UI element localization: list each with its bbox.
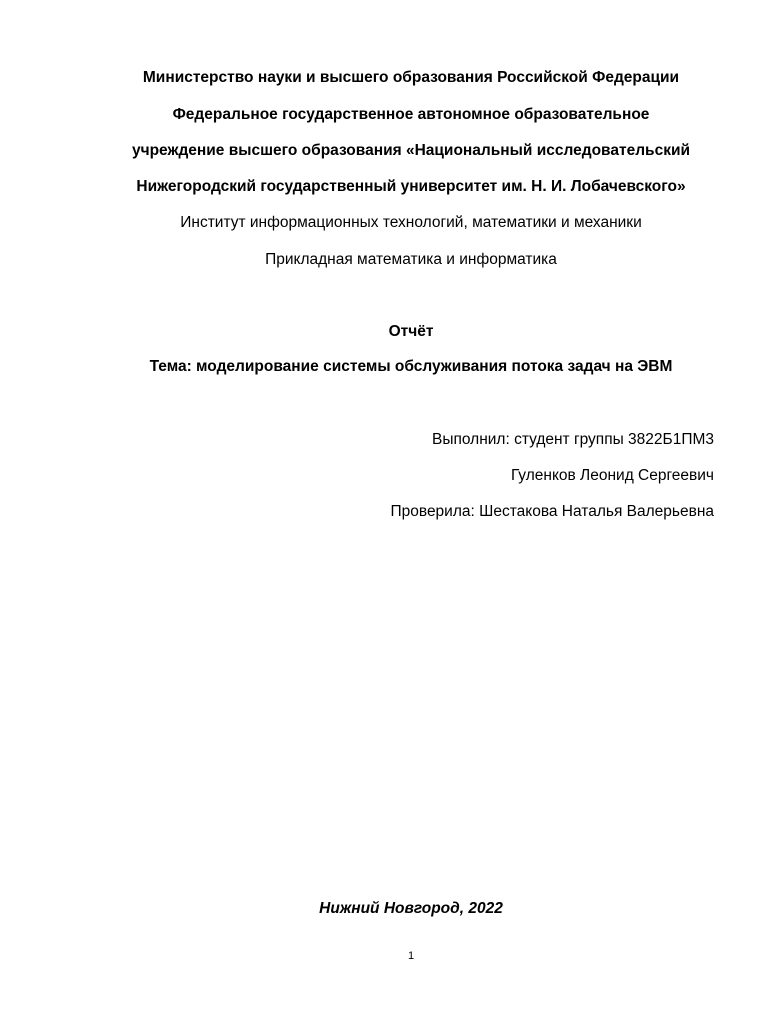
report-title: Отчёт [388, 323, 434, 340]
department-name: Прикладная математика и информатика [265, 251, 557, 268]
checked-by: Проверила: Шестакова Наталья Валерьевна [390, 503, 714, 520]
institution-line-1: Федеральное государственное автономное образовательное [172, 106, 650, 123]
student-name: Гуленков Леонид Сергеевич [510, 467, 714, 484]
ministry-heading: Министерство науки и высшего образования Российской Федерации [142, 69, 680, 86]
institute-name: Институт информационных технологий, математики и механики [180, 214, 642, 231]
city-year: Нижний Новгород, 2022 [319, 900, 503, 917]
institution-line-3: Нижегородский государственный университет им. Н. И. Лобачевского» [136, 178, 686, 195]
institution-line-2: учреждение высшего образования «Национальный исследовательский [131, 142, 691, 159]
performed-by: Выполнил: студент группы 3822Б1ПМ3 [432, 431, 714, 448]
report-topic: Тема: моделирование системы обслуживания потока задач на ЭВМ [149, 358, 673, 375]
page-number: 1 [407, 950, 415, 962]
